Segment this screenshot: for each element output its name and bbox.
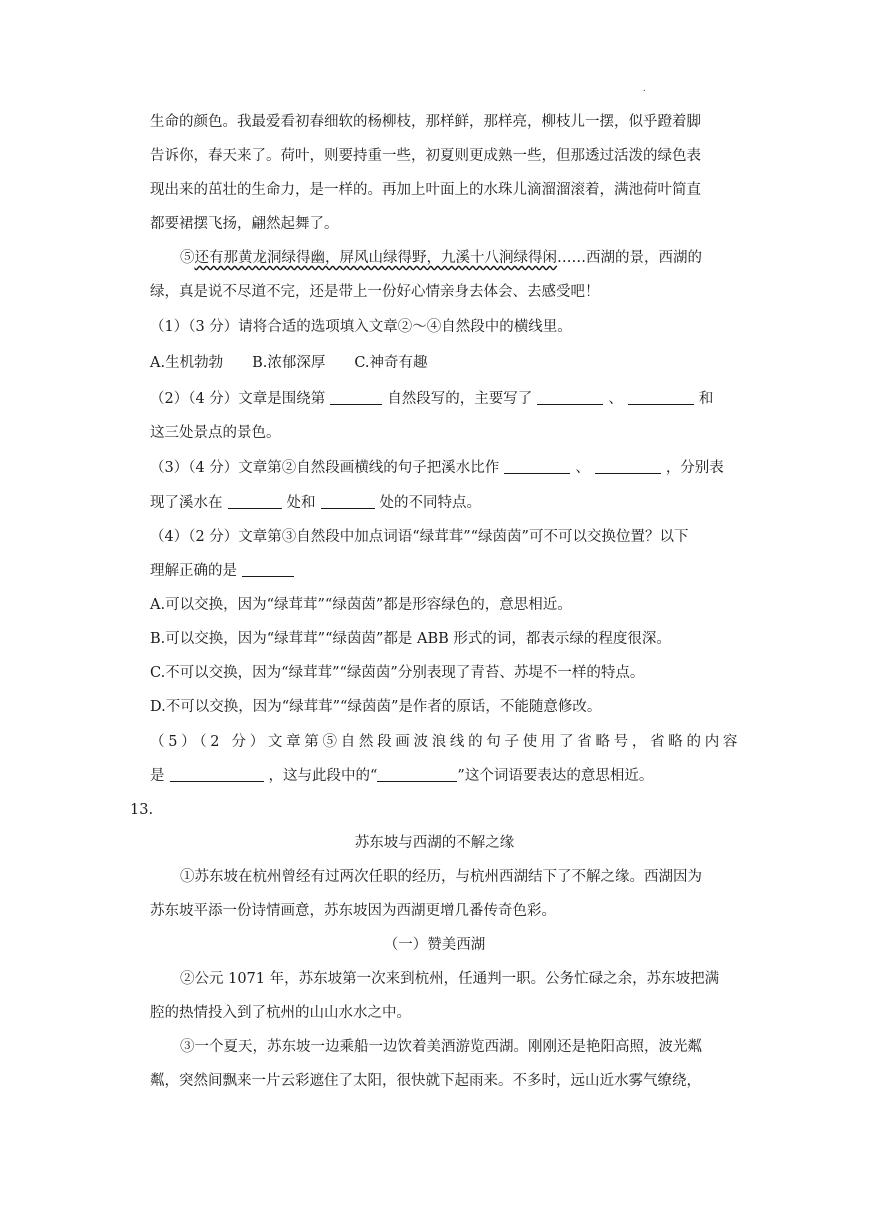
paragraph-2: ②公元 1071 年，苏东坡第一次来到杭州，任通判一职。公务忙碌之余，苏东坡把满	[180, 971, 720, 987]
answer-blank[interactable]	[595, 459, 661, 474]
option-d: D.不可以交换，因为“绿茸茸”“绿茵茵”是作者的原话，不能随意修改。	[150, 699, 602, 715]
question-4-line-2	[150, 561, 299, 581]
answer-blank[interactable]	[628, 390, 694, 405]
answer-blank[interactable]	[330, 390, 382, 405]
answer-blank[interactable]	[170, 767, 264, 782]
answer-blank[interactable]	[228, 494, 282, 509]
paragraph-3-line-2: 粼，突然间飘来一片云彩遮住了太阳，很快就下起雨来。不多时，远山近水雾气缭绕，	[150, 1073, 701, 1089]
option-b: B.可以交换，因为“绿茸茸”“绿茵茵”都是 ABB 形式的词，都表示绿的程度很深。	[150, 631, 671, 647]
passage-line: 生命的颜色。我最爱看初春细软的杨柳枝，那样鲜，那样亮，柳枝儿一摆，似乎蹬着脚	[150, 114, 701, 130]
question-3-text: 现了溪水在	[150, 495, 223, 511]
paragraph-1: ①苏东坡在杭州曾经有过两次任职的经历，与杭州西湖结下了不解之缘。西湖因为	[180, 869, 702, 885]
question-number: 13.	[130, 802, 154, 818]
answer-blank[interactable]	[377, 767, 457, 782]
wavy-underlined-sentence: 还有那黄龙洞绿得幽，屏风山绿得野，九溪十八涧绿得闲	[194, 250, 557, 266]
answer-blank[interactable]	[242, 562, 294, 577]
option-c: C.不可以交换，因为“绿茸茸”“绿茵茵”分别表现了青苔、苏堤不一样的特点。	[150, 665, 645, 681]
question-5: （5）（2 分）文章第⑤自然段画波浪线的句子使用了省略号，省略的内容	[150, 734, 742, 750]
question-5-text: ”这个词语要表达的意思相近。	[457, 768, 654, 784]
question-5-text: 是	[150, 768, 165, 784]
question-1-options: A.生机勃勃 B.浓郁深厚 C.神奇有趣	[150, 355, 428, 371]
passage-title: 苏东坡与西湖的不解之缘	[354, 835, 515, 851]
question-4-text: 理解正确的是	[150, 563, 237, 579]
passage-line: 告诉你，春天来了。荷叶，则要持重一些，初夏则更成熟一些，但那透过活泼的绿色表	[150, 148, 701, 164]
answer-blank[interactable]	[537, 390, 603, 405]
paragraph-1-line-2: 苏东坡平添一份诗情画意，苏东坡因为西湖更增几番传奇色彩。	[150, 903, 556, 919]
question-2-line-2: 这三处景点的景色。	[150, 425, 281, 441]
question-5-line-2	[150, 766, 653, 786]
question-5-text: ，这与此段中的“	[268, 768, 378, 784]
question-3-text: 、	[575, 460, 590, 476]
paragraph-5-number: ⑤	[180, 250, 195, 266]
question-1: （1）（3 分）请将合适的选项填入文章②～④自然段中的横线里。	[150, 319, 572, 335]
section-heading: （一）赞美西湖	[383, 937, 486, 953]
question-2-text: （2）（4 分）文章是围绕第	[150, 391, 326, 407]
question-3-line-2	[150, 493, 481, 513]
question-2-text: 、	[608, 391, 623, 407]
paragraph-5	[180, 248, 702, 268]
question-3-text: 处和	[286, 495, 316, 511]
question-3-text: ，分别表	[665, 460, 724, 476]
paragraph-3: ③一个夏天，苏东坡一边乘船一边饮着美酒游览西湖。刚刚还是艳阳高照，波光粼	[180, 1039, 702, 1055]
passage-line: 现出来的茁壮的生命力，是一样的。再加上叶面上的水珠儿滴溜溜滚着，满池荷叶简直	[150, 182, 701, 198]
passage-line: 都要裙摆飞扬，翩然起舞了。	[150, 216, 339, 232]
passage-line: 绿，真是说不尽道不完，还是带上一份好心情亲身去体会、去感受吧！	[150, 284, 600, 300]
question-2	[150, 389, 713, 409]
option-a: A.可以交换，因为“绿茸茸”“绿茵茵”都是形容绿色的，意思相近。	[150, 597, 572, 613]
paragraph-2-line-2: 腔的热情投入到了杭州的山山水水之中。	[150, 1005, 411, 1021]
question-2-text: 和	[698, 391, 714, 407]
question-3	[150, 458, 724, 478]
question-2-text: 自然段写的，主要写了	[387, 391, 533, 407]
answer-blank[interactable]	[504, 459, 570, 474]
question-3-text: （3）（4 分）文章第②自然段画横线的句子把溪水比作	[150, 460, 500, 476]
top-mark: .	[643, 84, 646, 93]
paragraph-5-rest: ……西湖的景，西湖的	[557, 250, 702, 266]
answer-blank[interactable]	[321, 494, 375, 509]
question-3-text: 处的不同特点。	[379, 495, 481, 511]
question-4: （4）（2 分）文章第③自然段中加点词语“绿茸茸”“绿茵茵”可不可以交换位置？以下	[150, 529, 689, 545]
